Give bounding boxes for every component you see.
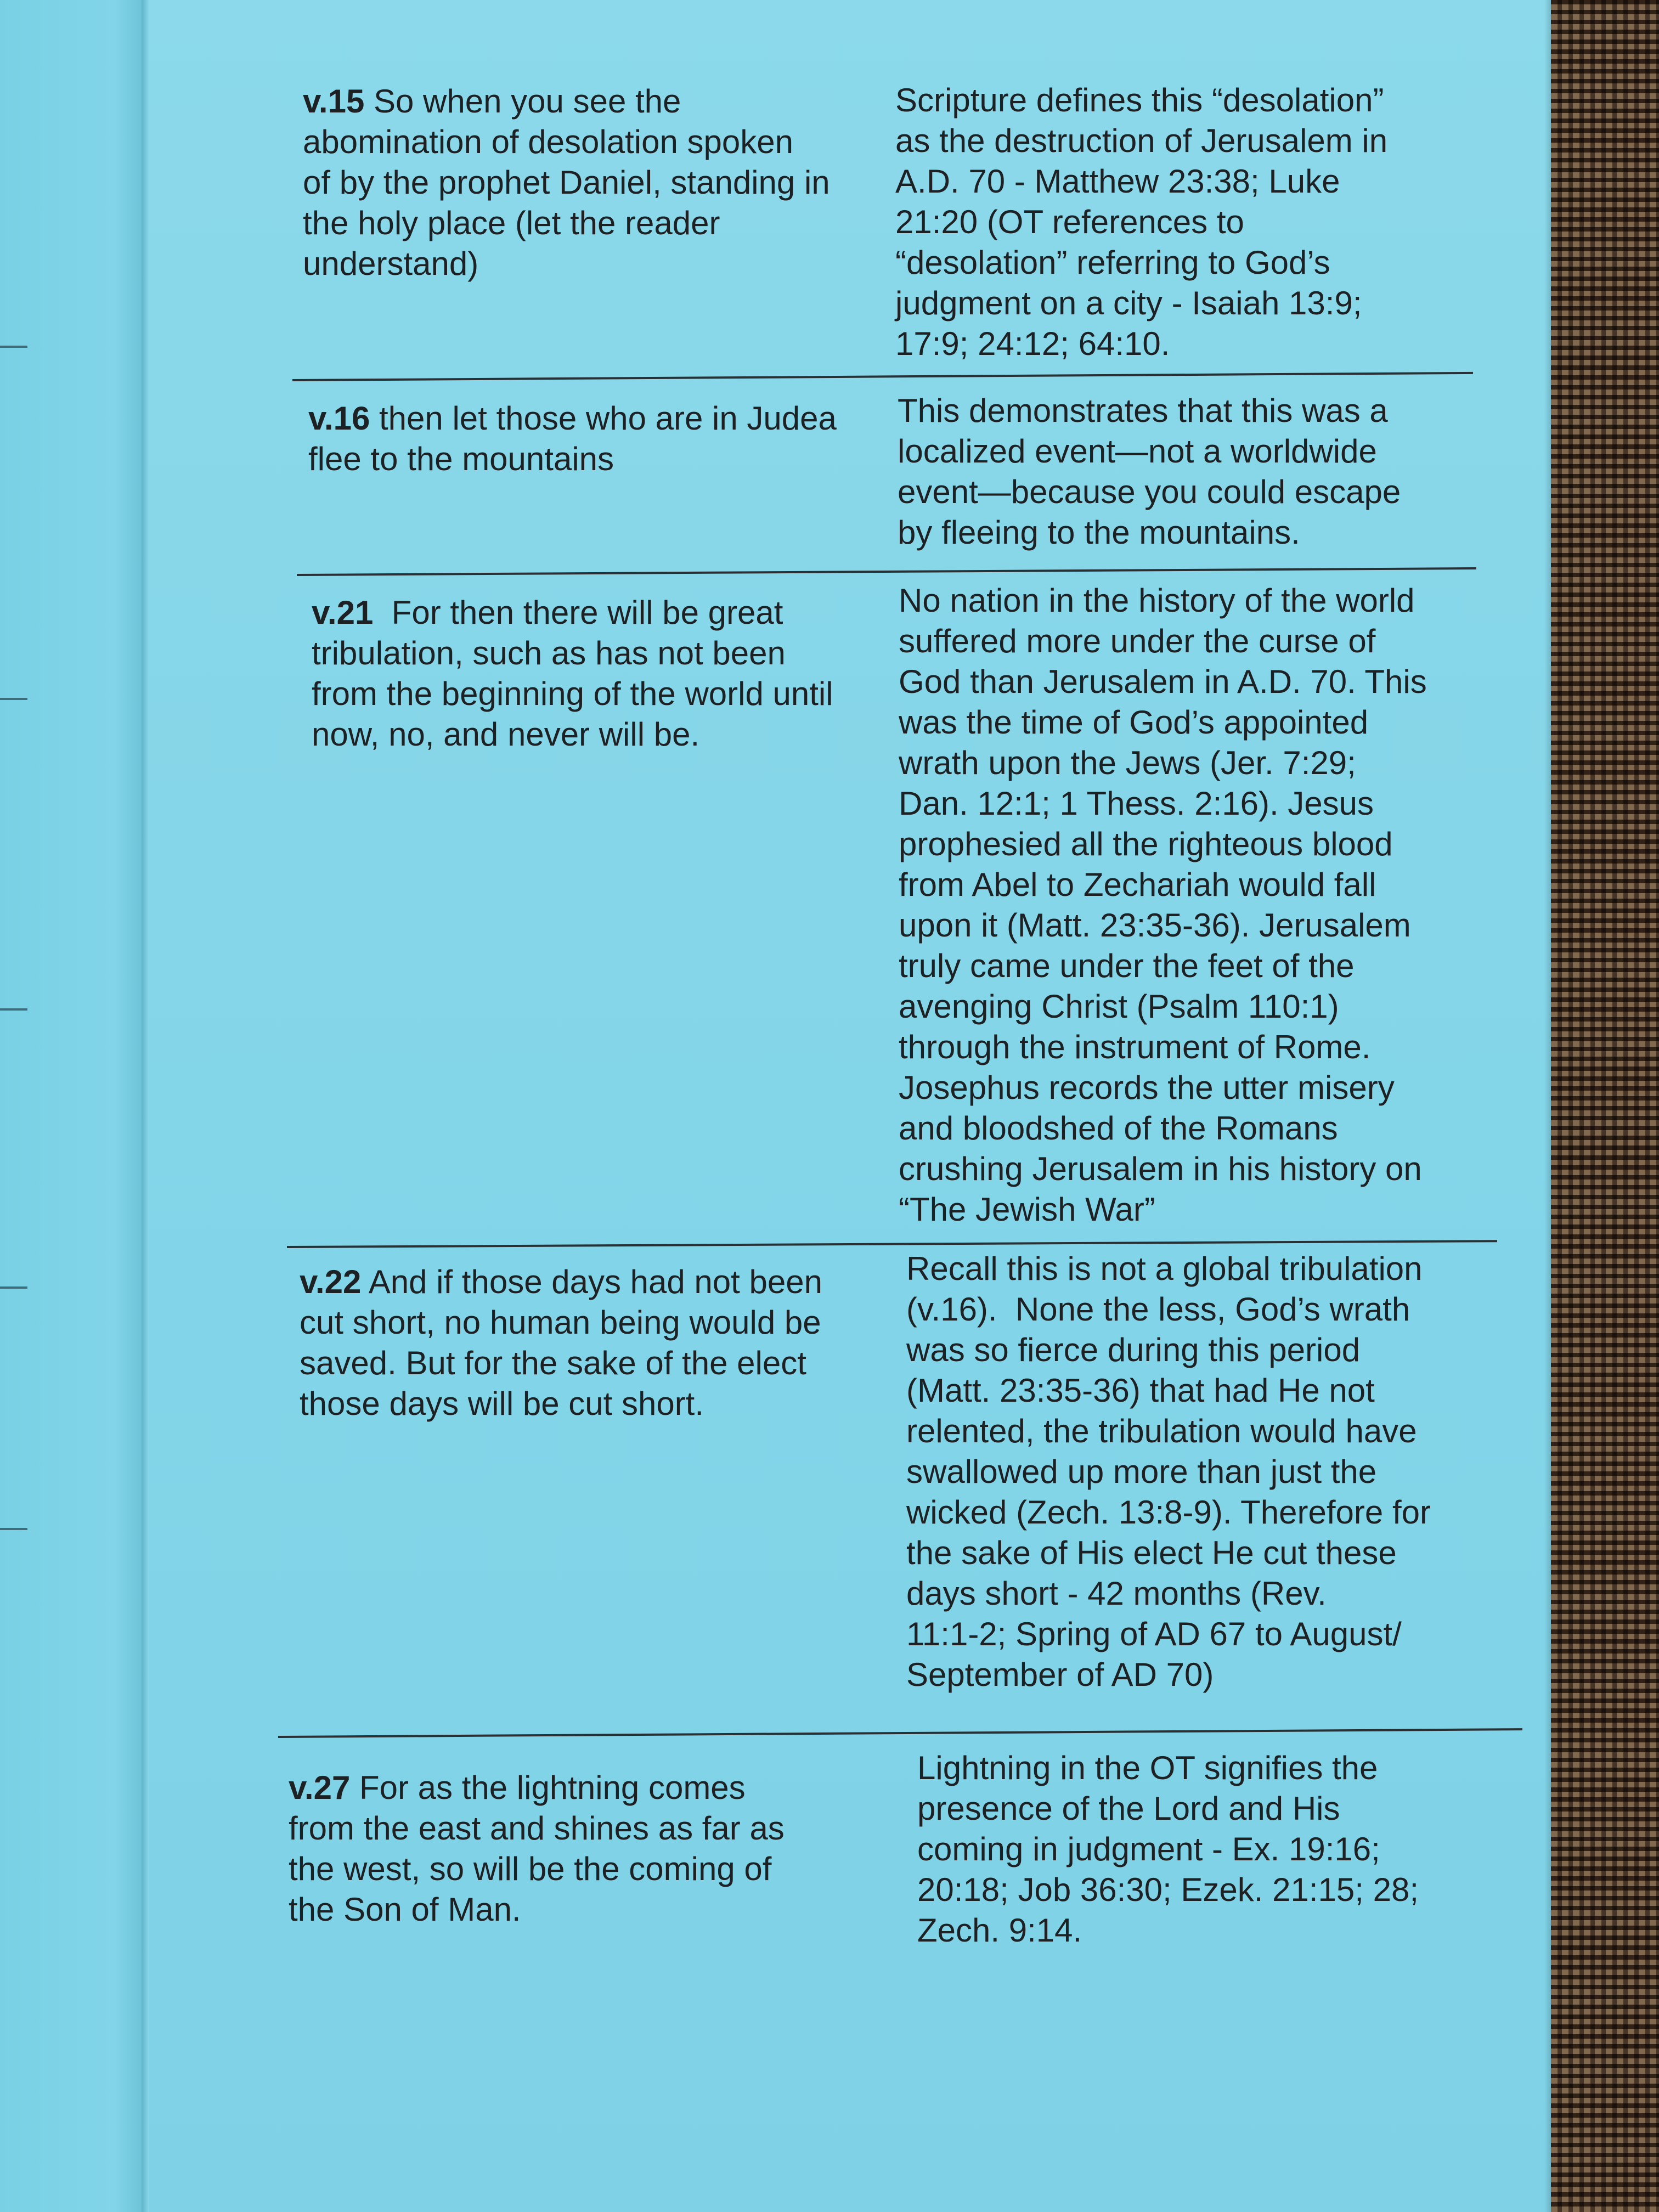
verse-text: [300, 1262, 887, 1424]
page-edge-mark: [0, 1008, 27, 1011]
left-facing-page: [0, 0, 144, 2212]
verse-text: [308, 398, 890, 479]
verse-body: For then there will be great tribulation, such as has not been from the beginning of the world until now, no, and never will be.: [312, 594, 833, 753]
verse-text: [312, 592, 893, 755]
verse-body: So when you see the abomination of desolation spoken of by the prophet Daniel, standing in the holy place (let the reader understand): [303, 83, 830, 282]
commentary-text: Recall this is not a global tribulation (v.16). None the less, God’s wrath was so fierce during this period (Matt. 23:35-36) that had He not relented, the tribulation would have swallowed up more than just the wicked (Zech. 13:8-9). Therefore for the sake of His elect He cut these days short - 42 months (Rev. 11:1-2; Spring of AD 67 to August/ September of AD 70): [906, 1250, 1431, 1693]
page-edge-mark: [0, 698, 27, 700]
booklet-fold: [142, 0, 149, 2212]
verse-number: v.27: [289, 1769, 351, 1806]
verse-number: v.16: [308, 400, 370, 437]
commentary-text: Lightning in the OT signifies the presence of the Lord and His coming in judgment - Ex. 19:16; 20:18; Job 36:30; Ezek. 21:15; 28; Zech. 9:14.: [917, 1750, 1419, 1949]
verse-text: [289, 1768, 881, 1930]
fabric-background: [1551, 0, 1659, 2212]
page-edge-mark: [0, 1286, 27, 1289]
verse-body: then let those who are in Judea flee to the mountains: [308, 400, 837, 477]
commentary-text: No nation in the history of the world suffered more under the curse of God than Jerusalem in A.D. 70. This was the time of God’s appointed wrath upon the Jews (Jer. 7:29; Dan. 12:1; 1 Thess. 2:16). Jesus prophesied all the righteous blood from Abel to Zechariah would fall upon it (Matt. 23:35-36). Jerusalem truly came under the feet of the avenging Christ (Psalm 110:1) through the instrument of Rome. Josephus records the utter misery and bloodshed of the Romans crushing Jerusalem in his history on “The Jewish War”: [899, 582, 1427, 1228]
verse-body: And if those days had not been cut short, no human being would be saved. But for the sake of the elect those days will be cut short.: [300, 1263, 822, 1422]
page-edge-mark: [0, 346, 27, 348]
verse-text: [303, 81, 884, 284]
verse-body: For as the lightning comes from the east and shines as far as the west, so will be the coming of the Son of Man.: [289, 1769, 785, 1928]
verse-number: v.15: [303, 83, 365, 120]
verse-number: v.22: [300, 1263, 362, 1300]
page-edge-mark: [0, 1528, 27, 1530]
verse-number: v.21: [312, 594, 374, 631]
commentary-text: Scripture defines this “desolation” as the destruction of Jerusalem in A.D. 70 - Matthew 23:38; Luke 21:20 (OT references to “desolation” referring to God’s judgment on a city - Isaiah 13:9; 17:9; 24:12; 64:10.: [895, 82, 1388, 362]
commentary-text: This demonstrates that this was a localized event—not a worldwide event—because you could escape by fleeing to the mountains.: [898, 392, 1401, 551]
